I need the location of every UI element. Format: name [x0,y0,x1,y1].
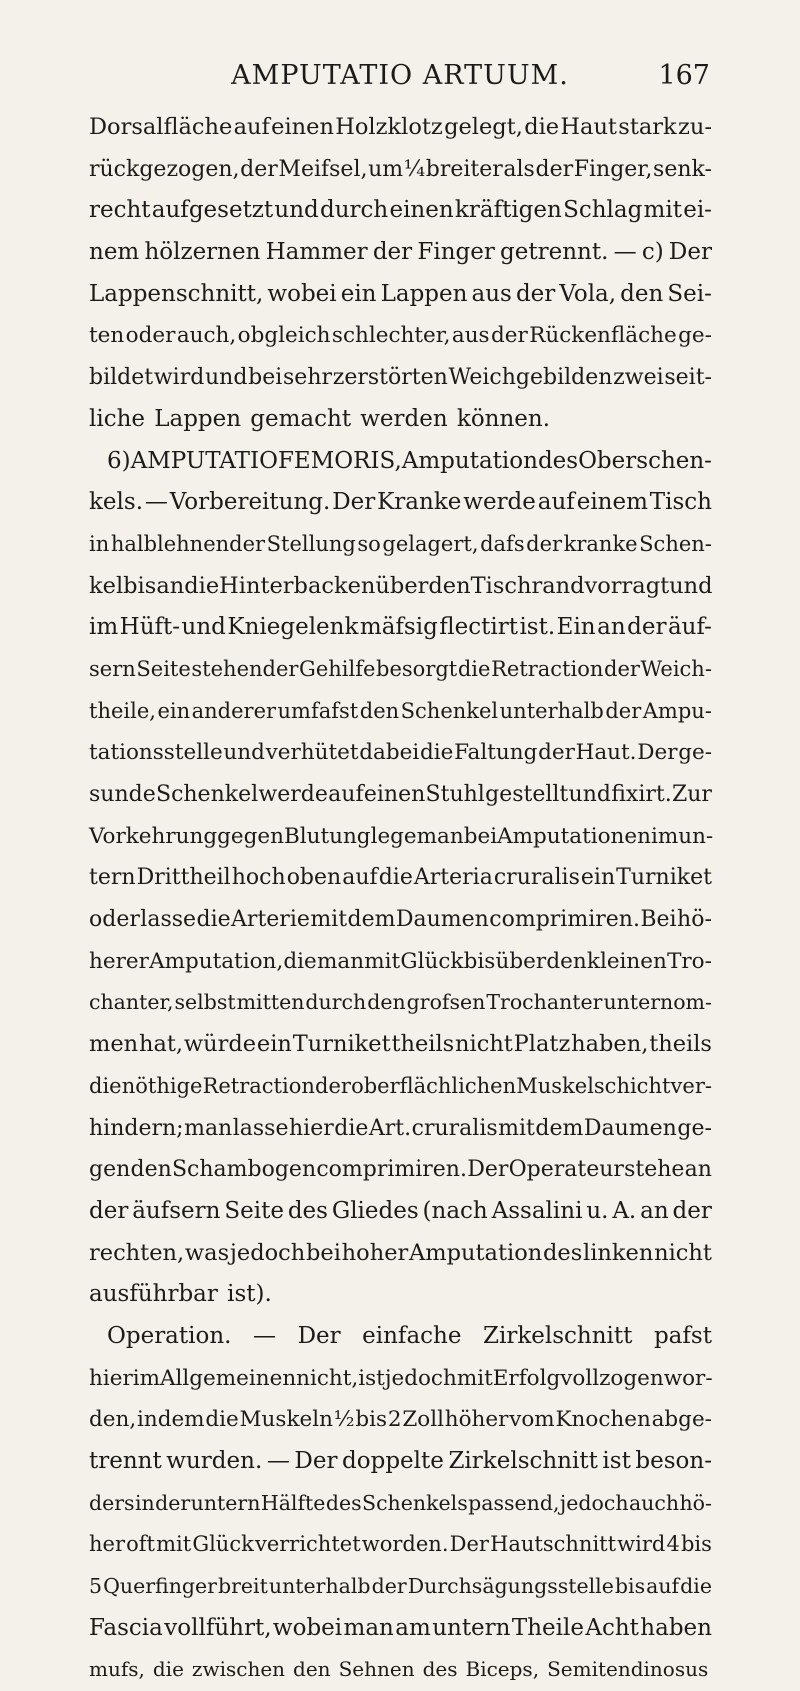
running-head: AMPUTATIO ARTUUM. [231,60,569,91]
text-line: Fascia vollführt, wobei man am untern Theile Acht haben [89,1614,712,1641]
text-line: mufs, die zwischen den Sehnen des Biceps, Semitendinosus [89,1657,709,1682]
text-line: sern Seite stehender Gehilfe besorgt die Retraction der Weich- [89,656,712,681]
text-line: hier im Allgemeinen nicht, ist jedoch mit Erfolg vollzogen wor- [89,1365,713,1391]
text-line: recht aufgesetzt und durch einen kräftigen Schlag mit ei- [89,197,712,224]
text-line: ten oder auch, obgleich schlechter, aus der Rückenfläche ge- [89,323,712,349]
text-line: oder lasse die Arterie mit dem Daumen comprimiren. Bei hö- [89,907,712,933]
text-line: Lappenschnitt, wobei ein Lappen aus der Vola, den Sei- [89,280,712,307]
text-line: hindern; man lasse hier die Art. cruralis mit dem Daumen ge- [89,1115,712,1141]
text-line: Operation. — Der einfache Zirkelschnitt pafst [107,1322,712,1349]
text-line: der äufsern Seite des Gliedes (nach Assalini u. A. an der [89,1197,712,1224]
text-line: ders in der untern Hälfte des Schenkels passend, jedoch auch hö- [89,1490,712,1515]
text-line: liche Lappen gemacht werden können. [89,405,551,432]
text-line: in halblehnender Stellung so gelagert, dafs der kranke Schen- [89,531,712,556]
page-number: 167 [658,60,710,91]
text-line: im Hüft- und Kniegelenk mäfsig flectirt ist. Ein an der äuf- [89,614,712,641]
text-line: 6) AMPUTATIO FEMORIS, Amputation des Oberschen- [107,447,712,474]
text-line: sunde Schenkel werde auf einen Stuhl gestellt und fixirt. Zur [89,782,712,807]
text-line: theile, ein anderer umfafst den Schenkel unterhalb der Ampu- [89,698,712,723]
text-body [89,107,712,1691]
text-line: ausführbar ist). [89,1281,272,1308]
text-line: trennt wurden. — Der doppelte Zirkelschnitt ist beson- [89,1448,712,1474]
text-line: tationsstelle und verhütet dabei die Faltung der Haut. Der ge- [89,740,712,766]
text-line: herer Amputation, die man mit Glück bis über den kleinen Tro- [89,948,712,974]
page-header [90,60,710,100]
text-line: men hat, würde ein Turniket theils nicht Platz haben, theils [89,1031,712,1058]
text-line: gen den Schambogen comprimiren. Der Operateur stehe an [89,1157,712,1183]
text-line: rückgezogen, der Meifsel, um ¼ breiter als der Finger, senk- [89,156,712,182]
text-line: die nöthige Retraction der oberflächlichen Muskelschicht ver- [89,1073,712,1098]
text-line: Vorkehrung gegen Blutung lege man bei Amputationen im un- [89,823,714,849]
text-line: chanter, selbst mitten durch den grofsen Trochanter unternom- [89,990,712,1015]
text-line: kel bis an die Hinterbacken über den Tischrand vorragt und [89,572,713,599]
text-line: rechten, was jedoch bei hoher Amputation des linken nicht [89,1239,712,1266]
text-line: her oft mit Glück verrichtet worden. Der Hautschnitt wird 4 bis [89,1532,712,1557]
text-line: bildet wird und bei sehr zerstörten Weichgebilden zwei seit- [89,365,712,391]
text-line: Dorsalfläche auf einen Holzklotz gelegt, die Haut stark zu- [89,114,712,140]
text-line: nem hölzernen Hammer der Finger getrennt. — c) Der [89,239,712,266]
text-line: kels. — Vorbereitung. Der Kranke werde auf einem Tisch [89,489,712,516]
text-line: 5 Querfinger breit unterhalb der Durchsägungsstelle bis auf die [89,1574,712,1599]
text-line: den, indem die Muskeln ½ bis 2 Zoll höher vom Knochen abge- [89,1407,712,1433]
text-line: tern Drittheil hoch oben auf die Arteria cruralis ein Turniket [89,865,712,891]
